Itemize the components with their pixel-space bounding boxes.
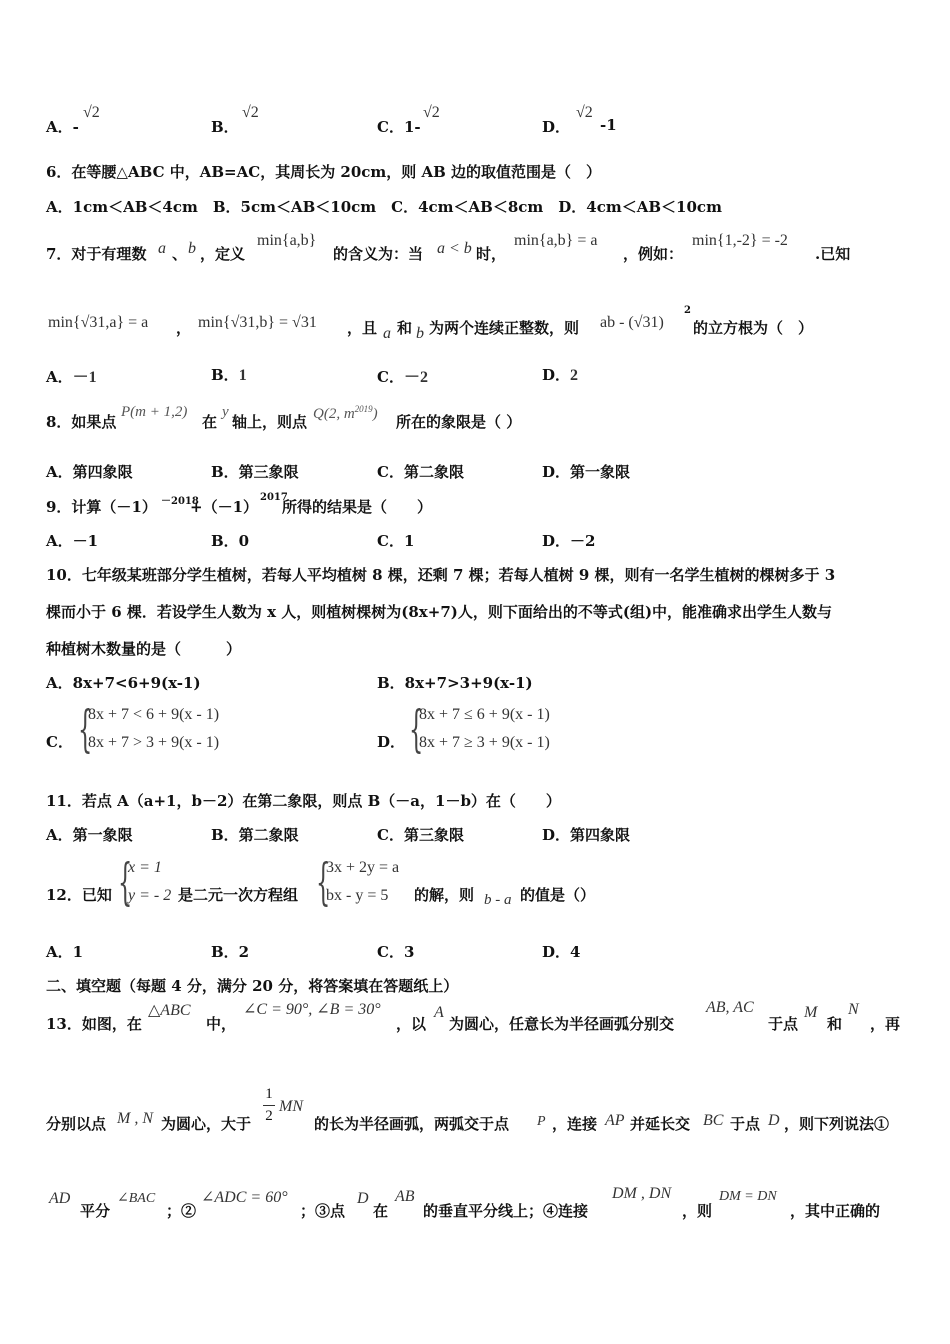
q13-l3-text-g: ，其中正确的 bbox=[790, 1202, 881, 1220]
q8-option-c[interactable]: C．第二象限 bbox=[377, 463, 464, 481]
brace-icon: { bbox=[118, 853, 133, 911]
q10-option-a[interactable]: A．8x+7<6+9(x-1) bbox=[46, 674, 201, 692]
q9-option-b[interactable]: B．0 bbox=[211, 532, 250, 550]
q13-dm-dn: DM , DN bbox=[612, 1185, 672, 1202]
q7-text-4: 时， bbox=[476, 245, 507, 263]
q5-opt-a-value: √2 bbox=[83, 104, 100, 121]
q13-text-6: 和 bbox=[827, 1015, 843, 1033]
q12-text-3: 的解，则 bbox=[414, 886, 475, 904]
q12-option-b[interactable]: B．2 bbox=[211, 943, 250, 961]
q9-exp-1: －2018 bbox=[161, 496, 199, 507]
q7-var-b: b bbox=[188, 240, 196, 257]
brace-icon: { bbox=[409, 700, 424, 758]
q13-l2-text-d: ，连接 bbox=[552, 1115, 598, 1133]
q7-exponent: 2 bbox=[684, 305, 691, 316]
q10-line-3: 种植树木数量的是（ ） bbox=[46, 640, 242, 658]
q12-text-4: 的值是（） bbox=[520, 886, 596, 904]
q7-var-a: a bbox=[158, 240, 166, 257]
q9-option-d[interactable]: D．－2 bbox=[542, 532, 596, 550]
q11-stem: 11．若点 A（a+1，b－2）在第二象限，则点 B（－a，1－b）在（ ） bbox=[46, 792, 561, 810]
q7-a-lt-b: a < b bbox=[437, 240, 472, 257]
q9-exp-2: 2017 bbox=[260, 492, 288, 503]
q7-text-5: ，例如： bbox=[623, 245, 684, 263]
q8-option-d[interactable]: D．第一象限 bbox=[542, 463, 631, 481]
q5-opt-d-value: √2 bbox=[576, 104, 593, 121]
q11-option-c[interactable]: C．第三象限 bbox=[377, 826, 464, 844]
q5-option-a[interactable] bbox=[46, 116, 79, 137]
q7-text-2: ，定义 bbox=[200, 245, 246, 263]
q7-var-b-2: b bbox=[416, 325, 424, 342]
q7-opt-d-value: 2 bbox=[570, 367, 579, 384]
q8-option-b[interactable]: B．第三象限 bbox=[211, 463, 299, 481]
q7-example: min{1,-2} = -2 bbox=[692, 232, 788, 249]
q10-option-c[interactable]: C． bbox=[46, 733, 73, 751]
q13-text-5: 于点 bbox=[768, 1015, 799, 1033]
q13-triangle: △ABC bbox=[148, 1002, 191, 1019]
q13-l2-text-b: 为圆心，大于 bbox=[161, 1115, 252, 1133]
q10-d-line-1: 8x + 7 ≤ 6 + 9(x - 1) bbox=[419, 706, 550, 723]
q13-point-d: D bbox=[768, 1112, 780, 1129]
q9-text-1: 9．计算（－1） bbox=[46, 498, 157, 516]
q5-option-d[interactable]: D． bbox=[542, 118, 571, 136]
q12-option-c[interactable]: C．3 bbox=[377, 943, 415, 961]
fraction-bar bbox=[263, 1105, 275, 1106]
q10-c-line-2: 8x + 7 > 3 + 9(x - 1) bbox=[88, 734, 220, 751]
fraction-denominator: 2 bbox=[265, 1108, 273, 1124]
q7-opt-b-label: B． bbox=[211, 366, 239, 384]
q7-min-def: min{a,b} bbox=[257, 232, 317, 249]
q6-stem: 6．在等腰△ABC 中，AB=AC，其周长为 20cm，则 AB 边的取值范围是（ ） bbox=[46, 163, 602, 181]
q7-min-sqrt-a: min{√31,a} = a bbox=[48, 314, 149, 331]
q13-ad: AD bbox=[49, 1190, 71, 1207]
q5-opt-a-label: A．- bbox=[46, 118, 79, 136]
q13-l2-text-a: 分别以点 bbox=[46, 1115, 107, 1133]
q13-point-m: M bbox=[804, 1004, 818, 1021]
q13-l2-text-f: 于点 bbox=[730, 1115, 761, 1133]
fraction-numerator: 1 bbox=[265, 1086, 273, 1102]
q7-text-9: 为两个连续正整数，则 bbox=[429, 319, 580, 337]
q7-sep: 、 bbox=[172, 245, 188, 263]
q5-opt-d-suffix: -1 bbox=[600, 116, 617, 134]
q7-min-sqrt-b: min{√31,b} = √31 bbox=[198, 314, 317, 331]
q12-eq-1: 3x + 2y = a bbox=[326, 859, 400, 876]
q12-option-a[interactable]: A．1 bbox=[46, 943, 84, 961]
q7-text-10: 的立方根为（ ） bbox=[693, 319, 814, 337]
q10-line-2: 棵而小于 6 棵．若设学生人数为 x 人，则植树棵树为(8x+7)人，则下面给出的不等式(组)中，能准确求出学生人数与 bbox=[46, 603, 833, 621]
q13-text-4: 为圆心，任意长为半径画弧分别交 bbox=[449, 1015, 675, 1033]
q7-option-b[interactable] bbox=[211, 364, 247, 385]
q12-equation-system bbox=[316, 853, 416, 911]
q11-option-a[interactable]: A．第一象限 bbox=[46, 826, 133, 844]
q10-d-line-2: 8x + 7 ≥ 3 + 9(x - 1) bbox=[419, 734, 550, 751]
q13-l3-text-e: 的垂直平分线上；④连接 bbox=[423, 1202, 589, 1220]
q8-text-2: 在 bbox=[202, 413, 218, 431]
q12-option-d[interactable]: D．4 bbox=[542, 943, 581, 961]
q7-comma: ， bbox=[176, 319, 192, 337]
q13-ab-ac: AB, AC bbox=[706, 999, 754, 1016]
q13-point-n: N bbox=[848, 1001, 859, 1018]
q13-text-3: ，以 bbox=[396, 1015, 427, 1033]
q7-opt-d-label: D． bbox=[542, 366, 571, 384]
q7-text-1: 7．对于有理数 bbox=[46, 245, 147, 263]
q7-option-c[interactable] bbox=[377, 364, 428, 387]
q8-q-base: Q(2, m bbox=[313, 406, 355, 422]
q8-option-a[interactable]: A．第四象限 bbox=[46, 463, 133, 481]
q13-l3-text-a: 平分 bbox=[80, 1202, 111, 1220]
q11-option-d[interactable]: D．第四象限 bbox=[542, 826, 631, 844]
q8-text-3: 轴上，则点 bbox=[232, 413, 308, 431]
q7-opt-b-value: 1 bbox=[238, 367, 247, 384]
q7-opt-a-value: －1 bbox=[72, 369, 97, 386]
q13-l3-text-f: ，则 bbox=[682, 1202, 713, 1220]
q10-system-d bbox=[409, 700, 609, 758]
q13-angle-bac: ∠BAC bbox=[117, 1191, 156, 1206]
q9-text-2: +（－1） bbox=[190, 498, 259, 516]
q13-l3-text-d: 在 bbox=[373, 1202, 389, 1220]
q10-c-line-1: 8x + 7 < 6 + 9(x - 1) bbox=[88, 706, 220, 723]
brace-icon: { bbox=[78, 700, 93, 758]
q13-points-mn: M , N bbox=[117, 1110, 153, 1127]
q13-l3-text-c: ；③点 bbox=[300, 1202, 346, 1220]
q8-axis-y: y bbox=[222, 404, 229, 420]
q12-text-2: 是二元一次方程组 bbox=[178, 886, 299, 904]
q13-l2-text-c: 的长为半径画弧，两弧交于点 bbox=[314, 1115, 510, 1133]
q8-text-1: 8．如果点 bbox=[46, 413, 117, 431]
q13-bc: BC bbox=[703, 1112, 724, 1129]
q10-option-b[interactable]: B．8x+7>3+9(x-1) bbox=[377, 674, 533, 692]
q5-opt-c-value: √2 bbox=[423, 104, 440, 121]
q12-text-1: 12．已知 bbox=[46, 886, 112, 904]
q7-opt-a-label: A． bbox=[46, 368, 73, 386]
q7-text-8: 和 bbox=[397, 319, 413, 337]
q7-option-d[interactable] bbox=[542, 364, 578, 385]
q13-l2-text-g: ，则下列说法① bbox=[784, 1115, 890, 1133]
q8-q-end: ) bbox=[372, 406, 378, 422]
q9-text-3: 所得的结果是（ ） bbox=[282, 498, 433, 516]
q10-option-d[interactable]: D． bbox=[377, 733, 406, 751]
q7-text-7: ，且 bbox=[347, 319, 378, 337]
q13-point-a: A bbox=[434, 1004, 444, 1021]
q12-eq-2: bx - y = 5 bbox=[326, 887, 389, 904]
q7-text-6: .已知 bbox=[815, 245, 851, 263]
q13-l3-text-b: ；② bbox=[166, 1202, 197, 1220]
q13-ap: AP bbox=[605, 1112, 625, 1129]
q13-mn-segment: MN bbox=[279, 1098, 303, 1115]
brace-icon: { bbox=[316, 853, 331, 911]
q7-option-a[interactable] bbox=[46, 364, 97, 387]
q13-angles: ∠C = 90°, ∠B = 30° bbox=[243, 1001, 381, 1018]
q13-text-2: 中， bbox=[206, 1015, 237, 1033]
q13-l2-text-e: 并延长交 bbox=[630, 1115, 691, 1133]
q8-text-4: 所在的象限是（ ） bbox=[396, 413, 522, 431]
q5-option-b[interactable]: B． bbox=[211, 118, 239, 136]
q9-option-c[interactable]: C．1 bbox=[377, 532, 415, 550]
q8-point-p: P(m + 1,2) bbox=[121, 404, 188, 420]
q7-opt-c-value: －2 bbox=[403, 369, 428, 386]
q13-ab: AB bbox=[395, 1188, 415, 1205]
q13-dm-eq-dn: DM = DN bbox=[719, 1189, 777, 1204]
q8-q-exp: 2019 bbox=[354, 404, 373, 414]
q11-option-b[interactable]: B．第二象限 bbox=[211, 826, 299, 844]
q13-fraction-half bbox=[263, 1086, 275, 1125]
q13-point-p: P bbox=[537, 1114, 546, 1129]
q5-option-c[interactable]: C．1- bbox=[377, 118, 421, 136]
q13-text-7: ，再 bbox=[870, 1015, 901, 1033]
q8-point-q bbox=[313, 404, 378, 423]
q7-opt-c-label: C． bbox=[377, 368, 404, 386]
q12-b-minus-a: b - a bbox=[484, 892, 512, 908]
q9-option-a[interactable]: A．－1 bbox=[46, 532, 99, 550]
q7-var-a-2: a bbox=[383, 325, 391, 342]
q13-angle-adc: ∠ADC = 60° bbox=[201, 1189, 288, 1206]
q13-point-d-2: D bbox=[357, 1190, 369, 1207]
q7-text-3: 的含义为：当 bbox=[333, 245, 424, 263]
section-heading: 二、填空题（每题 4 分，满分 20 分，将答案填在答题纸上） bbox=[46, 977, 459, 995]
q7-expression: ab - (√31) bbox=[600, 314, 664, 331]
q5-opt-b-value: √2 bbox=[242, 104, 259, 121]
q10-system-c bbox=[78, 700, 278, 758]
q6-options[interactable]: A．1cm＜AB＜4cm B．5cm＜AB＜10cm C．4cm＜AB＜8cm D．4cm＜AB＜10cm bbox=[46, 198, 722, 216]
q13-text-1: 13．如图，在 bbox=[46, 1015, 142, 1033]
q12-x-value: x = 1 bbox=[128, 859, 162, 876]
q7-min-eq: min{a,b} = a bbox=[514, 232, 598, 249]
q12-y-value: y = - 2 bbox=[128, 887, 172, 904]
q10-line-1: 10．七年级某班部分学生植树，若每人平均植树 8 棵，还剩 7 棵；若每人植树 9 棵，则有一名学生植树的棵树多于 3 bbox=[46, 566, 836, 584]
